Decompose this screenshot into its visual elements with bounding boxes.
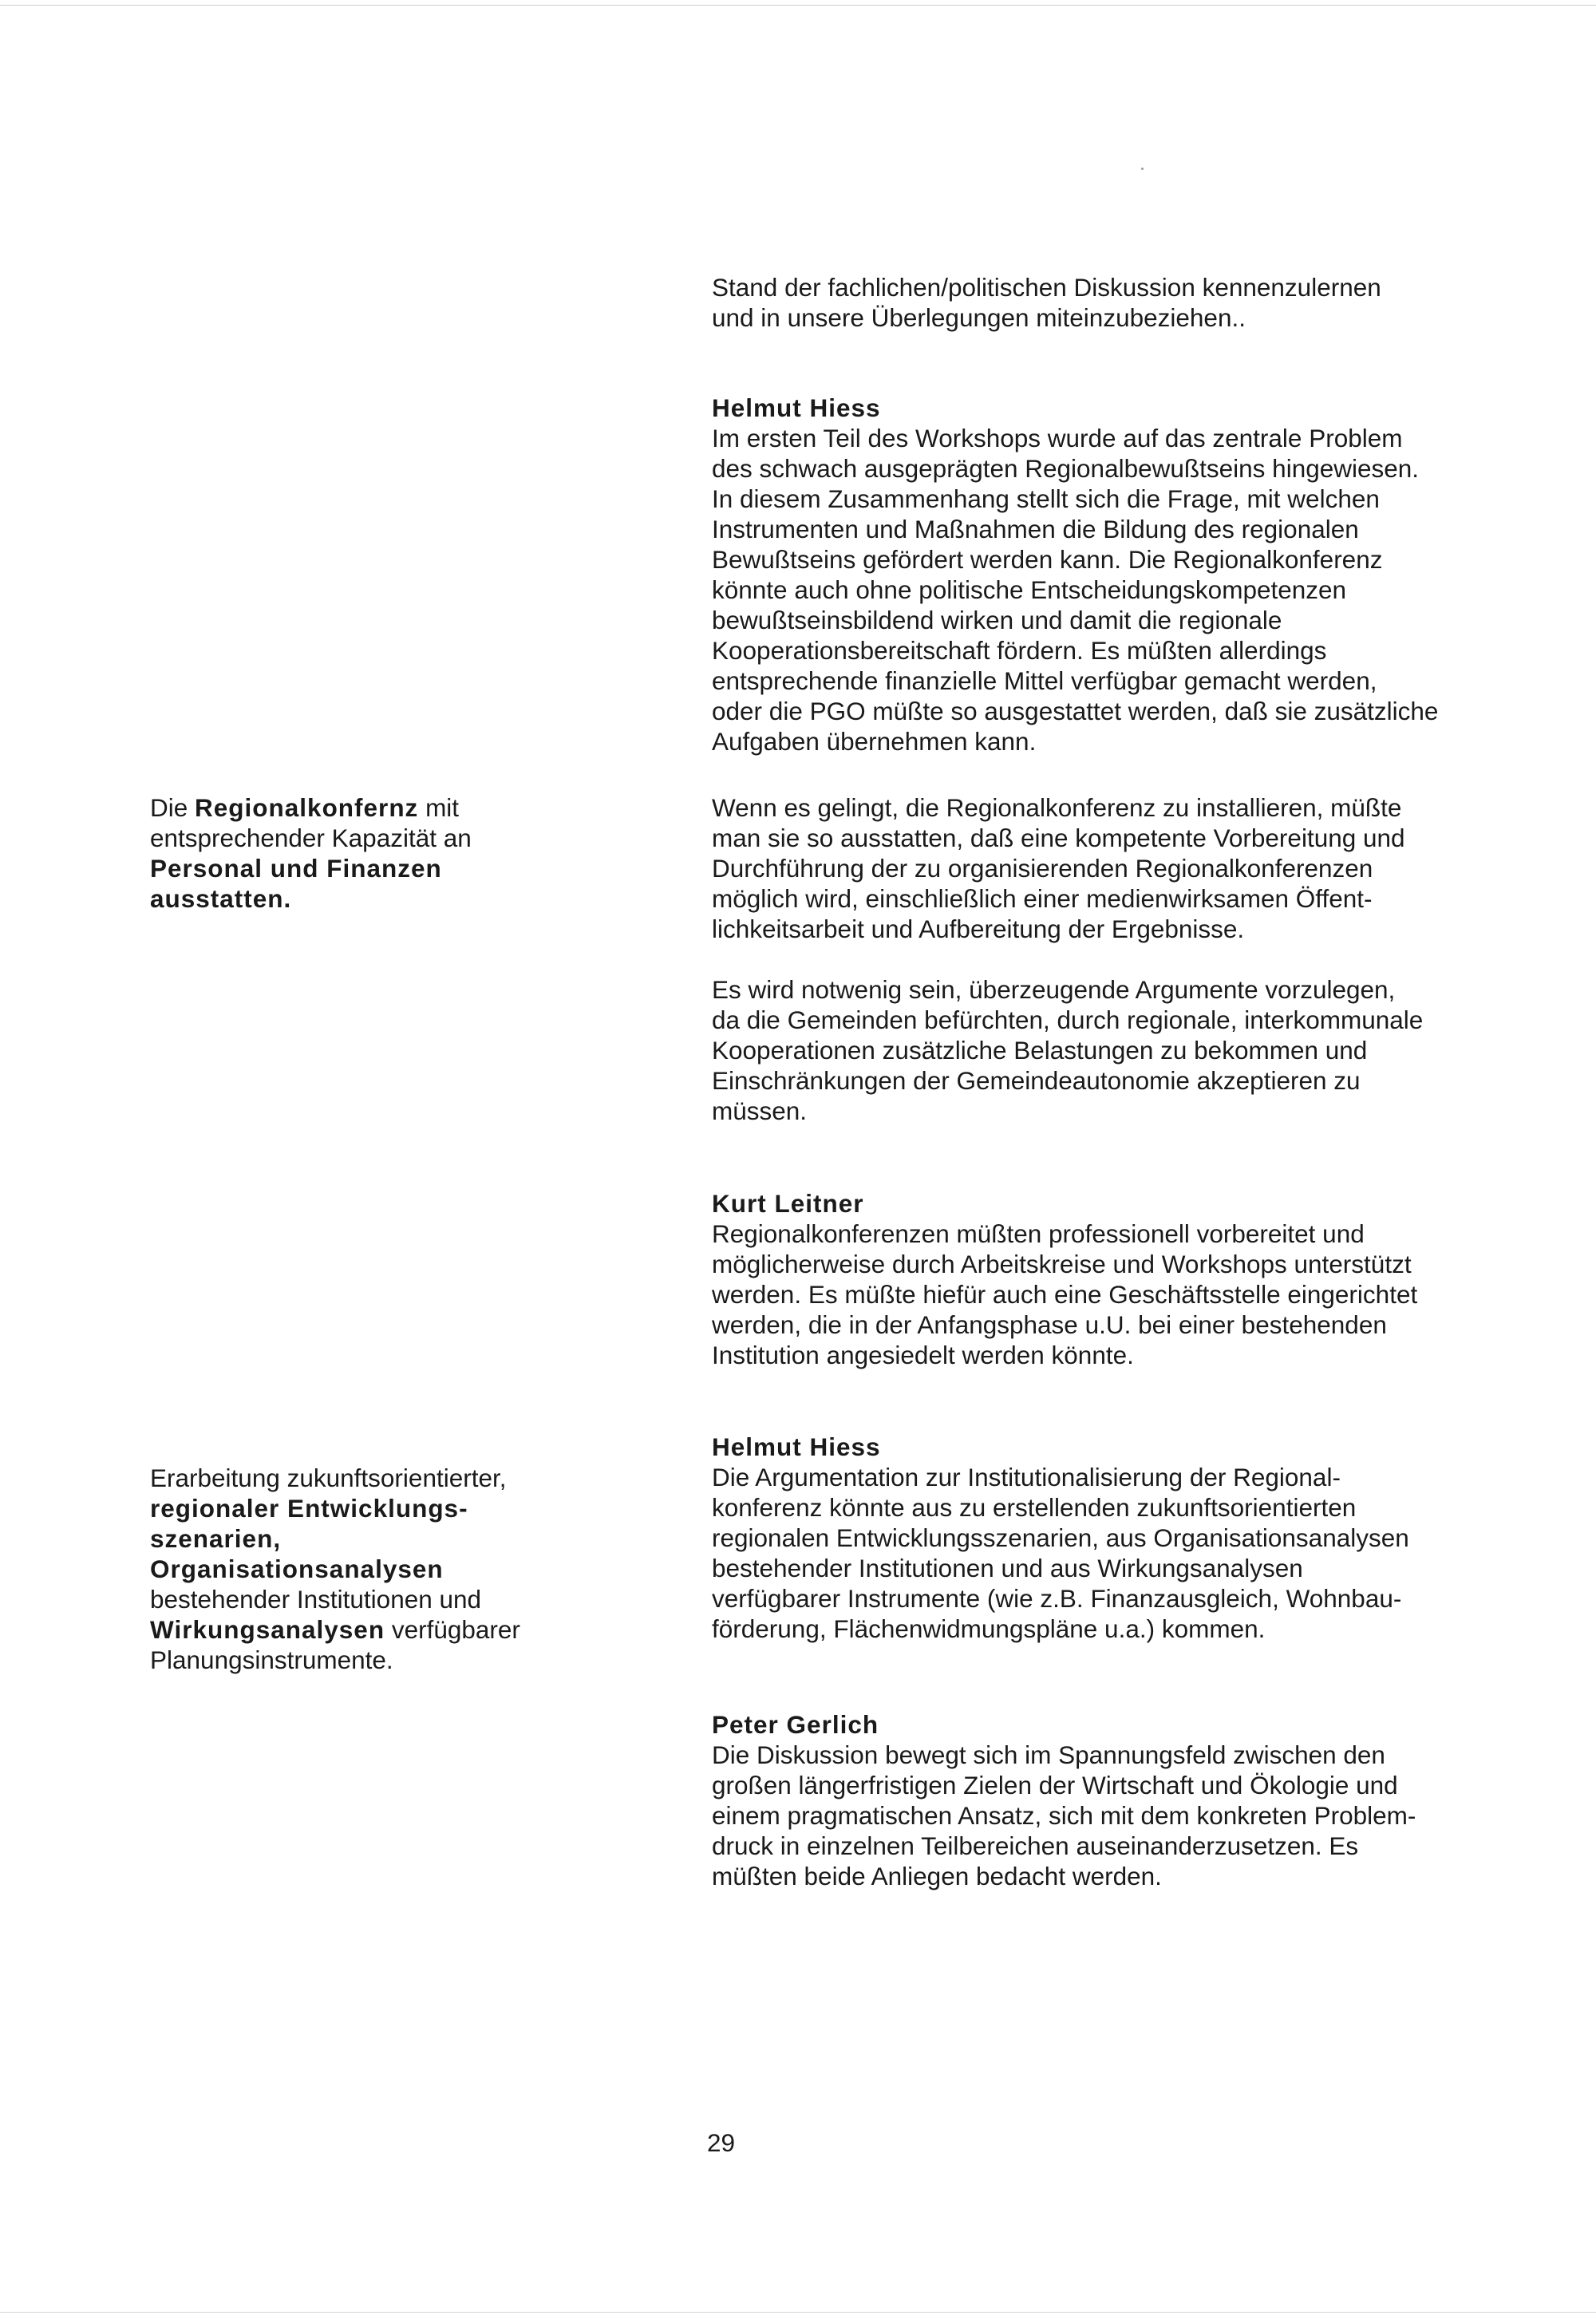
speaker-name: Kurt Leitner <box>712 1189 864 1218</box>
text-line: Wenn es gelingt, die Regionalkonferenz zu installieren, müßte <box>712 793 1402 822</box>
scan-speck <box>1141 168 1144 170</box>
text-line: Regionalkonferenzen müßten professionell vorbereitet und <box>712 1219 1365 1248</box>
text-line: man sie so ausstatten, daß eine kompetente Vorbereitung und <box>712 824 1405 852</box>
text-line: möglicherweise durch Arbeitskreise und Workshops unterstützt <box>712 1250 1412 1278</box>
margin-text: Die <box>150 793 196 822</box>
margin-keyword-line: regionaler Entwicklungs- <box>150 1494 468 1523</box>
speaker-name: Helmut Hiess <box>712 393 881 422</box>
margin-keyword-line: Personal und Finanzen <box>150 854 442 883</box>
text-line: Stand der fachlichen/politischen Diskussion kennenzulernen <box>712 273 1381 302</box>
paragraph-ausstattung <box>712 792 1526 944</box>
text-line: druck in einzelnen Teilbereichen auseinanderzusetzen. Es <box>712 1831 1359 1860</box>
margin-line <box>150 792 597 823</box>
text-line: Im ersten Teil des Workshops wurde auf das zentrale Problem <box>712 424 1403 452</box>
text-line: Kooperationen zusätzliche Belastungen zu bekommen und <box>712 1036 1368 1065</box>
margin-note-szenarien <box>150 1463 597 1675</box>
page-number: 29 <box>707 2128 736 2157</box>
text-line: werden, die in der Anfangsphase u.U. bei einer bestehenden <box>712 1310 1387 1339</box>
text-line: Instrumenten und Maßnahmen die Bildung des regionalen <box>712 515 1359 543</box>
text-line: Die Diskussion bewegt sich im Spannungsfeld zwischen den <box>712 1740 1385 1769</box>
margin-keyword-line: Organisationsanalysen <box>150 1555 444 1583</box>
margin-line: entsprechender Kapazität an <box>150 824 472 852</box>
text-line: entsprechende finanzielle Mittel verfügbar gemacht werden, <box>712 666 1377 695</box>
statement-hiess-1 <box>712 393 1526 757</box>
scan-edge-bottom <box>0 2312 1596 2313</box>
margin-text: mit <box>418 793 460 822</box>
text-line: bewußtseinsbildend wirken und damit die regionale <box>712 606 1282 634</box>
margin-line: Planungsinstrumente. <box>150 1645 393 1674</box>
text-line: müssen. <box>712 1096 808 1125</box>
text-line: Es wird notwenig sein, überzeugende Argumente vorzulegen, <box>712 975 1396 1004</box>
text-line: einem pragmatischen Ansatz, sich mit dem konkreten Problem- <box>712 1801 1416 1830</box>
intro-paragraph <box>712 272 1526 333</box>
text-line: des schwach ausgeprägten Regionalbewußtseins hingewiesen. <box>712 454 1420 483</box>
text-line: In diesem Zusammenhang stellt sich die Frage, mit welchen <box>712 484 1380 513</box>
text-line: Kooperationsbereitschaft fördern. Es müßten allerdings <box>712 636 1327 665</box>
text-line: möglich wird, einschließlich einer medienwirksamen Öffent- <box>712 884 1373 913</box>
scan-edge-top <box>0 5 1596 6</box>
text-line: Die Argumentation zur Institutionalisierung der Regional- <box>712 1463 1341 1491</box>
text-line: verfügbarer Instrumente (wie z.B. Finanzausgleich, Wohnbau- <box>712 1584 1402 1613</box>
margin-keyword: Regionalkonfernz <box>195 793 419 822</box>
text-line: werden. Es müßte hiefür auch eine Geschäftsstelle eingerichtet <box>712 1280 1418 1309</box>
text-line: müßten beide Anliegen bedacht werden. <box>712 1862 1162 1890</box>
text-line: großen längerfristigen Zielen der Wirtschaft und Ökologie und <box>712 1771 1398 1799</box>
text-line: Institution angesiedelt werden könnte. <box>712 1341 1134 1369</box>
margin-line: bestehender Institutionen und <box>150 1585 482 1614</box>
margin-keyword-line: ausstatten. <box>150 884 292 913</box>
text-line: lichkeitsarbeit und Aufbereitung der Ergebnisse. <box>712 915 1245 943</box>
margin-note-regionalkonferenz <box>150 792 597 914</box>
margin-keyword-line: szenarien, <box>150 1524 282 1553</box>
speaker-name: Peter Gerlich <box>712 1710 879 1739</box>
text-line: bestehender Institutionen und aus Wirkungsanalysen <box>712 1554 1303 1582</box>
margin-line: Erarbeitung zukunftsorientierter, <box>150 1464 507 1492</box>
text-line: regionalen Entwicklungsszenarien, aus Organisationsanalysen <box>712 1523 1409 1552</box>
margin-line <box>150 1614 597 1645</box>
text-line: Durchführung der zu organisierenden Regionalkonferenzen <box>712 854 1373 883</box>
text-line: könnte auch ohne politische Entscheidungskompetenzen <box>712 575 1347 604</box>
text-line: Aufgaben übernehmen kann. <box>712 727 1037 756</box>
text-line: da die Gemeinden befürchten, durch regionale, interkommunale <box>712 1005 1424 1034</box>
margin-text: verfügbarer <box>385 1615 520 1644</box>
text-line: förderung, Flächenwidmungspläne u.a.) kommen. <box>712 1614 1266 1643</box>
text-line: Einschränkungen der Gemeindeautonomie akzeptieren zu <box>712 1066 1361 1095</box>
text-line: und in unsere Überlegungen miteinzubeziehen.. <box>712 303 1246 332</box>
statement-hiess-2 <box>712 1432 1526 1644</box>
statement-leitner <box>712 1188 1526 1370</box>
speaker-name: Helmut Hiess <box>712 1432 881 1461</box>
margin-keyword: Wirkungsanalysen <box>150 1615 385 1644</box>
text-line: oder die PGO müßte so ausgestattet werden, daß sie zusätzliche <box>712 697 1439 725</box>
paragraph-argumente <box>712 974 1526 1126</box>
statement-gerlich <box>712 1709 1526 1891</box>
text-line: konferenz könnte aus zu erstellenden zukunftsorientierten <box>712 1493 1357 1522</box>
text-line: Bewußtseins gefördert werden kann. Die Regionalkonferenz <box>712 545 1383 574</box>
